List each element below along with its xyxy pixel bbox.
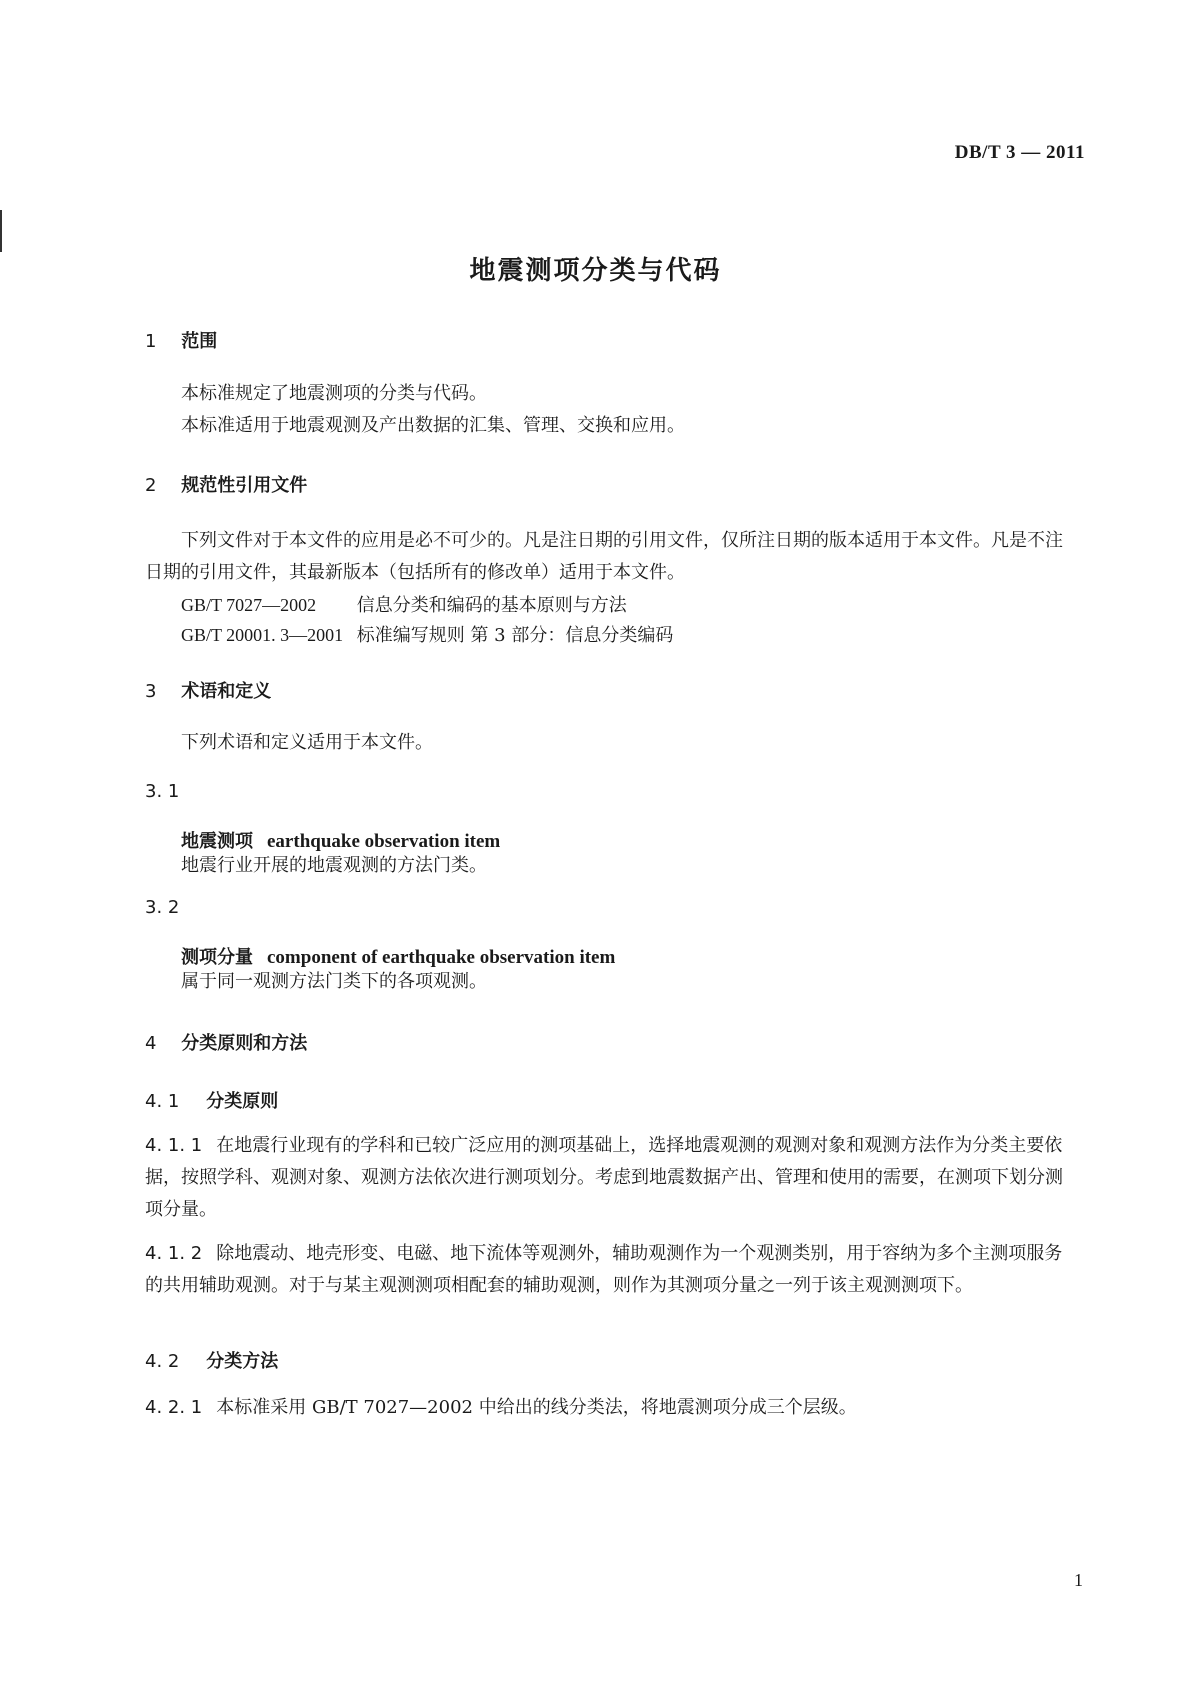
term-number: 3. 1 <box>145 781 180 802</box>
clause-4-2-1 <box>145 1392 1080 1424</box>
reference-title: 标准编写规则 第 3 部分：信息分类编码 <box>356 625 674 646</box>
section-number: 2 <box>145 475 157 496</box>
paragraph-text: 下列文件对于本文件的应用是必不可少的。凡是注日期的引用文件，仅所注日期的版本适用于本文件。凡是不注日期的引用文件，其最新版本（包括所有的修改单）适用于本文件。 <box>145 530 1063 583</box>
clause-number: 4. 2. 1 <box>145 1397 203 1418</box>
subsection-4-2-heading <box>145 1347 278 1373</box>
subsection-4-1-heading <box>145 1087 278 1113</box>
section-title: 术语和定义 <box>181 681 272 702</box>
term-english: earthquake observation item <box>267 831 501 852</box>
scope-line-2: 本标准适用于地震观测及产出数据的汇集、管理、交换和应用。 <box>181 415 685 436</box>
reference-item <box>181 619 673 652</box>
terms-intro: 下列术语和定义适用于本文件。 <box>181 732 433 753</box>
normative-references-paragraph <box>145 525 1080 589</box>
section-title: 分类原则和方法 <box>181 1033 308 1054</box>
page-number: 1 <box>1074 1570 1083 1590</box>
section-number: 4 <box>145 1033 157 1054</box>
scope-line-1: 本标准规定了地震测项的分类与代码。 <box>181 383 487 404</box>
clause-text: 本标准采用 GB/T 7027—2002 中给出的线分类法，将地震测项分成三个层级。 <box>216 1397 857 1418</box>
reference-item <box>181 589 627 622</box>
section-2-heading <box>145 471 307 497</box>
term-chinese: 地震测项 <box>181 831 253 852</box>
section-number: 1 <box>145 331 157 352</box>
reference-code: GB/T 20001. 3—2001 <box>181 625 344 645</box>
section-4-heading <box>145 1029 307 1055</box>
clause-text: 在地震行业现有的学科和已较广泛应用的测项基础上，选择地震观测的观测对象和观测方法作为分类主要依据，按照学科、观测对象、观测方法依次进行测项划分。考虑到地震数据产出、管理和使用的需要，在测项下划分测项分量。 <box>145 1135 1063 1220</box>
scan-edge-mark <box>0 210 2 252</box>
section-title: 规范性引用文件 <box>181 475 308 496</box>
document-title: 地震测项分类与代码 <box>469 256 722 286</box>
term-definition: 地震行业开展的地震观测的方法门类。 <box>181 855 487 876</box>
reference-code: GB/T 7027—2002 <box>181 595 317 615</box>
subsection-title: 分类原则 <box>206 1091 279 1112</box>
clause-text: 除地震动、地壳形变、电磁、地下流体等观测外，辅助观测作为一个观测类别，用于容纳为多个主测项服务的共用辅助观测。对于与某主观测测项相配套的辅助观测，则作为其测项分量之一列于该主观测测项下。 <box>145 1243 1063 1296</box>
subsection-title: 分类方法 <box>206 1351 279 1372</box>
term-definition: 属于同一观测方法门类下的各项观测。 <box>181 971 487 992</box>
term-number: 3. 2 <box>145 897 180 918</box>
term-english: component of earthquake observation item <box>267 947 616 968</box>
reference-title: 信息分类和编码的基本原则与方法 <box>356 595 627 616</box>
standard-number: DB/T 3 — 2011 <box>954 142 1085 163</box>
term-chinese: 测项分量 <box>181 947 253 968</box>
subsection-number: 4. 2 <box>145 1351 180 1372</box>
section-1-heading <box>145 327 217 353</box>
section-number: 3 <box>145 681 157 702</box>
section-3-heading <box>145 677 271 703</box>
clause-number: 4. 1. 2 <box>145 1243 203 1264</box>
section-title: 范围 <box>181 331 218 352</box>
subsection-number: 4. 1 <box>145 1091 180 1112</box>
clause-4-1-2 <box>145 1238 1080 1302</box>
clause-4-1-1 <box>145 1130 1080 1226</box>
clause-number: 4. 1. 1 <box>145 1135 203 1156</box>
